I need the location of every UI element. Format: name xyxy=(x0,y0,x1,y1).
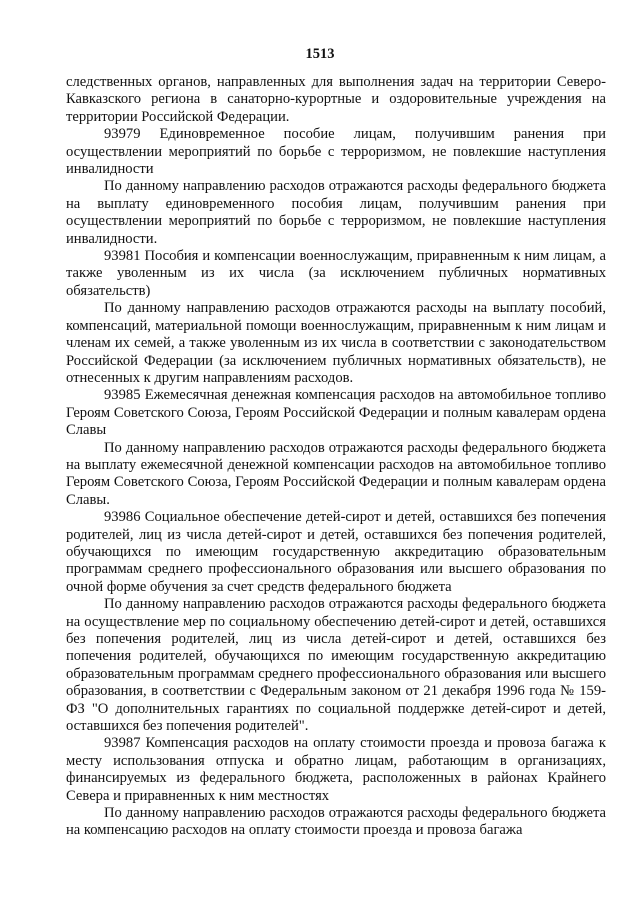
paragraph-93981-description: По данному направлению расходов отражаются расходы на выплату пособий, компенсаций, материальной помощи военнослужащим, приравненным к ним лицам и членам их семей, а также уволенным из их числа в соответствии с законодательством Российской Федерации (за исключением публичных нормативных обязательств), не отнесенных к другим направлениям расходов. xyxy=(66,300,606,386)
document-body xyxy=(66,74,606,840)
code-heading-93979: 93979 Единовременное пособие лицам, получившим ранения при осуществлении мероприятий по борьбе с терроризмом, не повлекшие наступления инвалидности xyxy=(66,126,606,178)
code-heading-93985: 93985 Ежемесячная денежная компенсация расходов на автомобильное топливо Героям Советского Союза, Героям Российской Федерации и полным кавалерам ордена Славы xyxy=(66,387,606,439)
page-number: 1513 xyxy=(305,46,335,62)
paragraph-93987-description: По данному направлению расходов отражаются расходы федерального бюджета на компенсацию расходов на оплату стоимости проезда и провоза багажа xyxy=(66,805,606,839)
code-heading-93981: 93981 Пособия и компенсации военнослужащим, приравненным к ним лицам, а также уволенным из их числа (за исключением публичных нормативных обязательств) xyxy=(66,248,606,299)
paragraph-93986-description: По данному направлению расходов отражаются расходы федерального бюджета на осуществление мер по социальному обеспечению детей-сирот и детей, оставшихся без попечения родителей, лиц из числа детей-сирот и детей, оставшихся без попечения родителей, обучающихся по имеющим государственную аккредитацию образовательным программам среднего профессионального образования или высшего образования, в соответствии с Федеральным законом от 21 декабря 1996 года № 159-ФЗ "О дополнительных гарантиях по социальной поддержке детей-сирот и детей, оставшихся без попечения родителей". xyxy=(66,596,606,735)
code-heading-93987: 93987 Компенсация расходов на оплату стоимости проезда и провоза багажа к месту использования отпуска и обратно лицам, работающим в организациях, финансируемых из федерального бюджета, расположенных в районах Крайнего Севера и приравненных к ним местностях xyxy=(66,735,606,804)
code-heading-93986: 93986 Социальное обеспечение детей-сирот и детей, оставшихся без попечения родителей, лиц из числа детей-сирот и детей, оставшихся без попечения родителей, обучающихся по имеющим государственную аккредитацию образовательным программам среднего профессионального образования или высшего образования по очной форме обучения за счет средств федерального бюджета xyxy=(66,509,606,595)
paragraph-93985-description: По данному направлению расходов отражаются расходы федерального бюджета на выплату ежемесячной денежной компенсации расходов на автомобильное топливо Героям Советского Союза, Героям Российской Федерации и полным кавалерам ордена Славы. xyxy=(66,439,606,508)
paragraph-93979-description: По данному направлению расходов отражаются расходы федерального бюджета на выплату единовременного пособия лицам, получившим ранения при осуществлении мероприятий по борьбе с терроризмом, не повлекшие наступления инвалидности. xyxy=(66,178,606,247)
paragraph-continuation: следственных органов, направленных для выполнения задач на территории Северо-Кавказского региона в санаторно-курортные и оздоровительные учреждения на территории Российской Федерации. xyxy=(66,74,606,125)
